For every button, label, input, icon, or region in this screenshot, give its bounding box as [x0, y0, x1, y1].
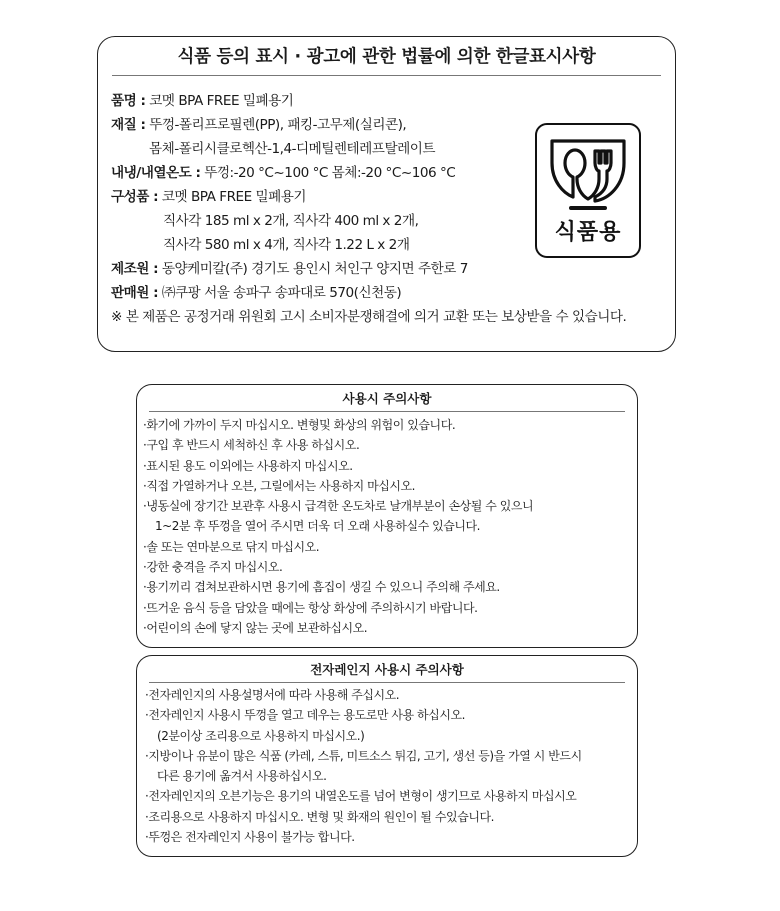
row-product-name: 품명 : 코멧 BPA FREE 밀폐용기 — [111, 93, 294, 109]
row-components: 구성품 : 코멧 BPA FREE 밀폐용기 — [111, 189, 307, 205]
list-item: ·솔 또는 연마분으로 닦지 마십시오. — [143, 539, 320, 554]
usage-caution-divider — [149, 411, 625, 412]
row-temperature: 내냉/내열온도 : 뚜껑:-20 °C~100 °C 몸체:-20 °C~106 °C — [111, 165, 456, 181]
list-item-continuation: 다른 용기에 옮겨서 사용하십시오. — [157, 769, 327, 784]
usage-caution-list — [143, 415, 533, 638]
row-components-cont1: 직사각 185 ml x 2개, 직사각 400 ml x 2개, — [163, 213, 419, 229]
usage-caution-box — [136, 384, 638, 648]
title-divider — [112, 75, 661, 76]
row-manufacturer: 제조원 : 동양케미칼(주) 경기도 용인시 처인구 양지면 주한로 7 — [111, 261, 468, 277]
list-item: ·지방이나 유분이 많은 식품 (카레, 스튜, 미트소스 튀김, 고기, 생선 등)을 가열 시 반드시 — [145, 748, 582, 763]
row-material: 재질 : 뚜껑-폴리프로필렌(PP), 패킹-고무제(실리콘), — [111, 117, 407, 133]
list-item: ·냉동실에 장기간 보관후 사용시 급격한 온도차로 날개부분이 손상될 수 있으니 — [143, 499, 534, 514]
usage-caution-title: 사용시 주의사항 — [342, 391, 432, 406]
microwave-caution-divider — [149, 682, 625, 683]
list-item: ·강한 충격을 주지 마십시오. — [143, 560, 283, 575]
list-item: ·전자레인지의 사용설명서에 따라 사용해 주십시오. — [145, 688, 400, 702]
list-item: ·뚜껑은 전자레인지 사용이 불가능 합니다. — [145, 830, 355, 845]
food-safe-badge — [535, 123, 641, 258]
row-seller: 판매원 : ㈜쿠팡 서울 송파구 송파대로 570(신천동) — [111, 285, 402, 301]
list-item: ·구입 후 반드시 세척하신 후 사용 하십시오. — [143, 438, 360, 453]
microwave-caution-list — [145, 685, 582, 847]
food-safe-cup-spoon-fork-icon — [547, 137, 629, 213]
list-item: ·전자레인지의 오븐기능은 용기의 내열온도를 넘어 변형이 생기므로 사용하지 마십시오 — [145, 789, 577, 804]
list-item: ·전자레인지 사용시 뚜껑을 열고 데우는 용도로만 사용 하십시오. — [145, 708, 465, 723]
list-item: ·표시된 용도 이외에는 사용하지 마십시오. — [143, 458, 353, 473]
microwave-caution-title: 전자레인지 사용시 주의사항 — [310, 662, 464, 677]
list-item: ·뜨거운 음식 등을 담았을 때에는 항상 화상에 주의하시기 바랍니다. — [143, 600, 478, 615]
row-components-cont2: 직사각 580 ml x 4개, 직사각 1.22 L x 2개 — [163, 237, 410, 253]
row-notice: ※ 본 제품은 공정거래 위원회 고시 소비자분쟁해결에 의거 교환 또는 보상받을 수 있습니다. — [111, 309, 627, 325]
list-item: ·어린이의 손에 닿지 않는 곳에 보관하십시오. — [143, 620, 368, 635]
list-item-continuation: 1~2분 후 뚜껑을 열어 주시면 더욱 더 오래 사용하실수 있습니다. — [155, 519, 481, 534]
list-item: ·조리용으로 사용하지 마십시오. 변형 및 화재의 원인이 될 수있습니다. — [145, 809, 494, 824]
food-safe-label: 식품용 — [554, 220, 622, 245]
list-item: ·용기끼리 겹쳐보관하시면 용기에 흠집이 생길 수 있으니 주의해 주세요. — [143, 580, 500, 595]
product-label-box — [97, 36, 676, 352]
row-material-cont: 몸체-폴리시클로헥산-1,4-디메틸렌테레프탈레이트 — [149, 141, 435, 157]
list-item-continuation: (2분이상 조리용으로 사용하지 마십시오.) — [157, 728, 365, 743]
list-item: ·화기에 가까이 두지 마십시오. 변형및 화상의 위험이 있습니다. — [143, 418, 456, 432]
microwave-caution-box — [136, 655, 638, 857]
label-title: 식품 등의 표시 · 광고에 관한 법률에 의한 한글표시사항 — [177, 47, 596, 67]
list-item: ·직접 가열하거나 오븐, 그릴에서는 사용하지 마십시오. — [143, 478, 416, 493]
